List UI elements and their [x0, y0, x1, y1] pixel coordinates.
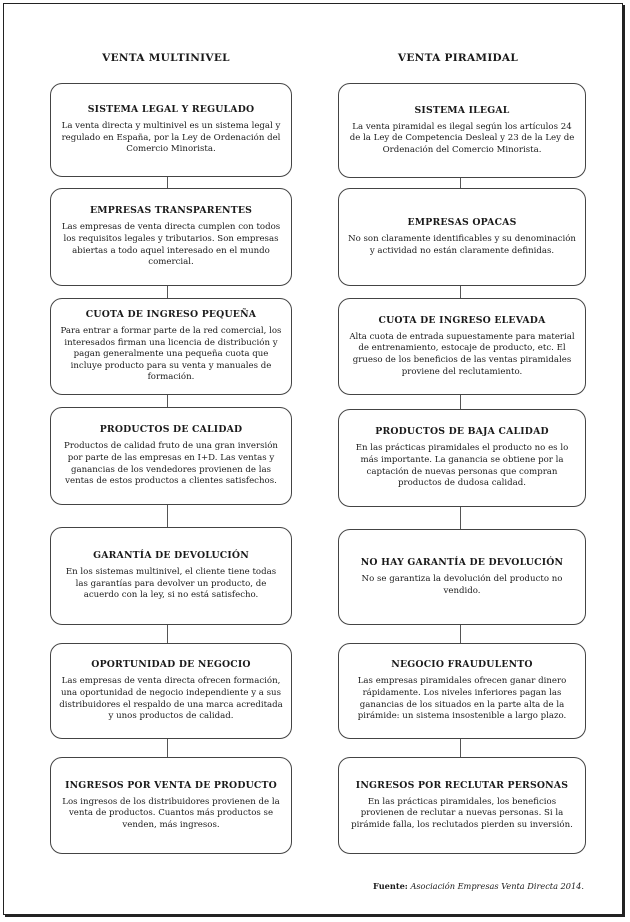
piramidal-box-garantia	[338, 529, 586, 625]
piramidal-box-opacas	[338, 188, 586, 286]
box-description: Para entrar a formar parte de la red comercial, los interesados firman una licencia de distribución y pagan generalmente una pequeña cuota que incluye producto para su venta y manuales de formación.	[60, 326, 282, 383]
connector	[167, 286, 168, 298]
piramidal-box-reclutar	[338, 757, 586, 854]
box-title: PRODUCTOS DE CALIDAD	[99, 424, 243, 436]
connector	[167, 505, 168, 527]
multinivel-box-productos	[50, 407, 292, 505]
piramidal-box-ilegal	[338, 83, 586, 178]
box-description: Alta cuota de entrada supuestamente para material de entrenamiento, estocaje de producto, etc. El grueso de los beneficios de las ventas piramidales proviene del reclutamiento.	[349, 331, 575, 377]
multinivel-box-cuota	[50, 298, 292, 395]
multinivel-box-garantia	[50, 527, 292, 625]
box-description: Los ingresos de los distribuidores provienen de la venta de productos. Cuantos más productos se venden, más ingresos.	[62, 796, 280, 830]
connector	[460, 507, 461, 529]
column-header-multinivel: VENTA MULTINIVEL	[102, 52, 230, 64]
box-title: CUOTA DE INGRESO ELEVADA	[378, 314, 546, 326]
multinivel-box-ingresos	[50, 757, 292, 854]
connector	[460, 625, 461, 643]
box-description: No se garantiza la devolución del producto no vendido.	[361, 573, 563, 596]
connector	[167, 176, 168, 188]
box-description: En los sistemas multinivel, el cliente tiene todas las garantías para devolver un producto, de acuerdo con la ley, si no está satisfecho.	[65, 567, 277, 601]
box-description: Las empresas piramidales ofrecen ganar dinero rápidamente. Los niveles inferiores pagan las ganancias de los situados en la parte alta de la pirámide: un sistema insostenible a largo plazo.	[357, 676, 567, 722]
box-title: GARANTÍA DE DEVOLUCIÓN	[93, 550, 249, 562]
box-description: Las empresas de venta directa ofrecen formación, una oportunidad de negocio independiente y a sus distribuidores el respaldo de una marca acreditada y unos productos de calidad.	[59, 676, 283, 722]
box-description: En las prácticas piramidales el producto no es lo más importante. La ganancia se obtiene por la captación de nuevas personas que compran productos de dudosa calidad.	[355, 443, 569, 489]
connector	[460, 286, 461, 298]
source-label: Fuente:	[373, 881, 408, 891]
box-title: EMPRESAS TRANSPARENTES	[89, 205, 253, 217]
box-title: CUOTA DE INGRESO PEQUEÑA	[85, 309, 257, 321]
box-title: PRODUCTOS DE BAJA CALIDAD	[375, 426, 549, 438]
box-description: Las empresas de venta directa cumplen con todos los requisitos legales y tributarios. Son empresas abiertas a todo aquel interesado en el mundo comercial.	[61, 222, 281, 268]
source-caption	[373, 881, 584, 891]
connector	[167, 625, 168, 643]
column-header-piramidal: VENTA PIRAMIDAL	[397, 52, 519, 64]
multinivel-box-transparentes	[50, 188, 292, 286]
source-text: Asociación Empresas Venta Directa 2014.	[410, 881, 584, 891]
connector	[460, 395, 461, 409]
connector	[167, 395, 168, 407]
piramidal-box-productos	[338, 409, 586, 507]
box-title: SISTEMA ILEGAL	[414, 104, 510, 116]
connector	[460, 178, 461, 188]
multinivel-box-oportunidad	[50, 643, 292, 739]
box-description: La venta piramidal es ilegal según los artículos 24 de la Ley de Competencia Desleal y 23 de la Ley de Ordenación del Comercio Minorista.	[349, 121, 575, 155]
multinivel-box-legal	[50, 83, 292, 177]
connector	[460, 739, 461, 757]
box-description: En las prácticas piramidales, los beneficios provienen de reclutar a nuevas personas. Si la pirámide falla, los reclutados pierden su inversión.	[351, 796, 573, 830]
box-description: Productos de calidad fruto de una gran inversión por parte de las empresas en I+D. Las ventas y ganancias de los vendedores provienen de las ventas de estos productos a clientes satisfechos.	[64, 441, 278, 487]
connector	[167, 739, 168, 757]
box-title: NEGOCIO FRAUDULENTO	[391, 659, 533, 671]
box-description: La venta directa y multinivel es un sistema legal y regulado en España, por la Ley de Ordenación del Comercio Minorista.	[61, 121, 281, 155]
piramidal-box-cuota	[338, 298, 586, 395]
box-title: SISTEMA LEGAL Y REGULADO	[87, 104, 255, 116]
box-title: NO HAY GARANTÍA DE DEVOLUCIÓN	[360, 556, 564, 568]
box-title: INGRESOS POR RECLUTAR PERSONAS	[355, 779, 569, 791]
box-title: EMPRESAS OPACAS	[407, 216, 517, 228]
box-title: INGRESOS POR VENTA DE PRODUCTO	[65, 779, 277, 791]
piramidal-box-fraudulento	[338, 643, 586, 739]
box-description: No son claramente identificables y su denominación y actividad no están claramente definidas.	[348, 233, 576, 256]
box-title: OPORTUNIDAD DE NEGOCIO	[91, 659, 251, 671]
